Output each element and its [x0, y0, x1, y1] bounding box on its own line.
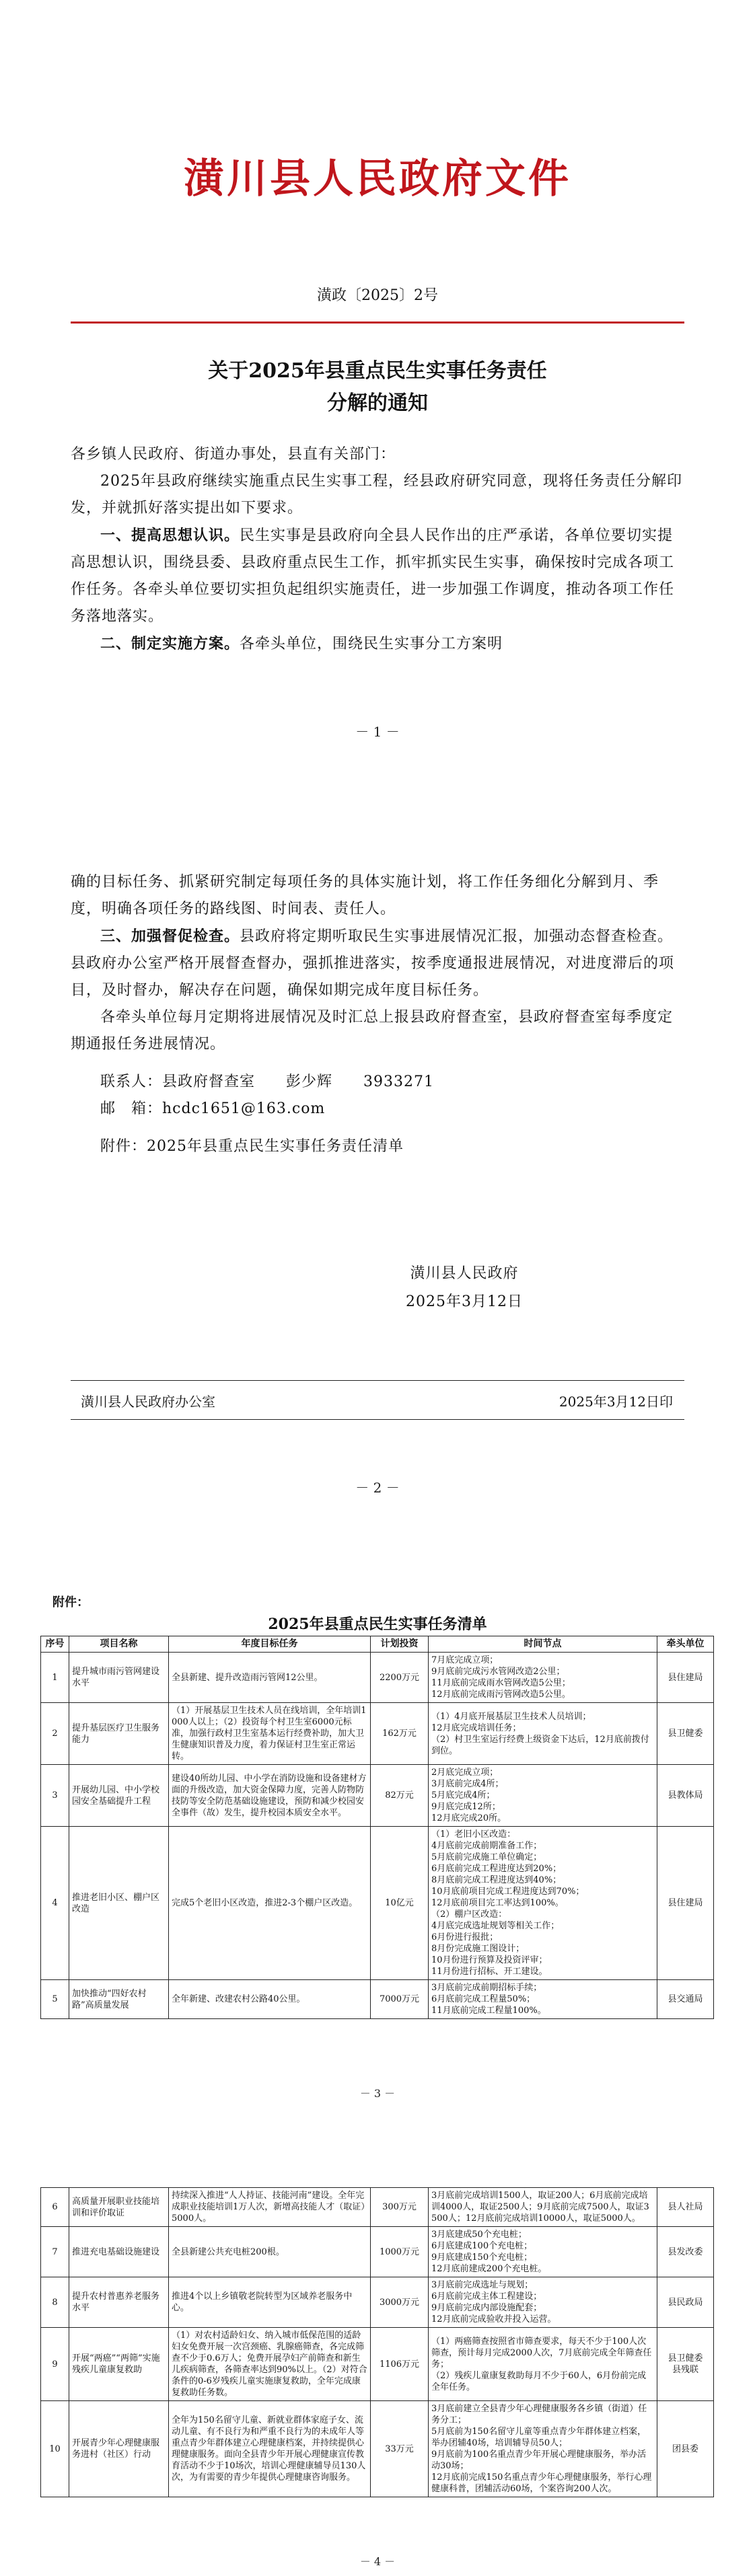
section-2-body-continued: 确的目标任务、抓紧研究制定每项任务的具体实施计划，将工作任务细化分解到月、季度，明确各项任务的路线图、时间表、责任人。	[71, 874, 659, 917]
cell-lead-unit: 县住建局	[657, 1653, 714, 1703]
cell-project-name: 加快推动“四好农村路”高质量发展	[69, 1980, 169, 2019]
table-header-row	[41, 1636, 714, 1653]
table-row	[41, 2328, 714, 2401]
cell-lead-unit: 县人社局	[657, 2188, 714, 2227]
cell-annual-goal: （1）对农村适龄妇女、纳入城市低保范围的适龄妇女免费开展一次宫颈癌、乳腺癌筛查，各完成筛查不少于0.6万人；免费开展孕妇产前筛查和新生儿疾病筛查，各筛查率达到90%以上。（2）对符合条件的0-6岁残疾儿童实施康复救助，全年完成康复救助任务数。	[169, 2328, 371, 2401]
cell-timeline: 3月底前完成选址与规划； 6月底前完成主体工程建设； 9月底前完成内部设施配套； 12月底前完成验收并投入运营。	[429, 2277, 657, 2328]
cell-number: 9	[41, 2328, 69, 2401]
footer-top-rule	[71, 1380, 684, 1381]
cell-number: 8	[41, 2277, 69, 2328]
document-header-title: 潢川县人民政府文件	[184, 155, 571, 202]
cell-timeline: 3月底前建立全县青少年心理健康服务各乡镇（街道）任务分工； 5月底前为150名留守儿童等重点青少年群体建立档案，举办团辅40场，培训辅导员50人； 9月底前为100名重点青少年开展心理健康服务，举办活动30场； 12月底前完成150名重点青少年心理健康服务，举行心理健康科普，团辅活动60场，个案咨询200人次。	[429, 2401, 657, 2497]
section-3-heading: 三、加强督促检查。	[100, 927, 240, 945]
cell-planned-investment: 10亿元	[371, 1827, 429, 1980]
letter-body-page1	[71, 441, 684, 658]
cell-timeline: 3月底前完成培训1500人，取证200人；6月底前完成培训4000人，取证2500人；9月底前完成7500人，取证3500人；12月底前完成培训10000人，取证5000人。	[429, 2188, 657, 2227]
cell-planned-investment: 3000万元	[371, 2277, 429, 2328]
cell-planned-investment: 33万元	[371, 2401, 429, 2497]
page-number-2: － 2 －	[355, 1480, 400, 1496]
notice-title-line1: 关于2025年县重点民生实事任务责任	[208, 359, 547, 383]
table-row	[41, 1827, 714, 1980]
header-invest: 计划投资	[371, 1636, 429, 1653]
table-body-page4	[41, 2188, 714, 2497]
notice-title	[71, 355, 684, 420]
section-3-body: 县政府将定期听取民生实事进展情况汇报，加强动态督查检查。县政府办公室严格开展督查督办，强抓推进落实，按季度通报进展情况，对进度滞后的项目，及时督办，解决存在问题，确保如期完成年度目标任务。	[71, 928, 675, 999]
table-row	[41, 1653, 714, 1703]
table-row	[41, 2401, 714, 2497]
footer-bottom-rule	[71, 1419, 684, 1420]
cell-timeline: （1）4月底开展基层卫生技术人员培训； 12月底完成培训任务； （2）村卫生室运行经费上级资金下达后，12月底前拨付到位。	[429, 1703, 657, 1765]
attachment-line: 附件：2025年县重点民生实事任务责任清单	[100, 1138, 404, 1155]
table-body-page3	[41, 1653, 714, 2019]
letter-body-page2	[71, 869, 684, 1160]
cell-project-name: 开展“两癌”“两筛”实施残疾儿童康复救助	[69, 2328, 169, 2401]
cell-annual-goal: 全年为150名留守儿童、新就业群体家庭子女、流动儿童、有不良行为和严重不良行为的未成年人等重点青少年群体建立心理健康档案，并持续提供心理健康服务。面向全县青少年开展心理健康宣传教育活动不少于10场次，培训心理健康辅导员130人次，为有需要的青少年提供心理健康咨询服务。	[169, 2401, 371, 2497]
notice-title-line2: 分解的通知	[327, 391, 428, 415]
table-row	[41, 2277, 714, 2328]
header-name: 项目名称	[69, 1636, 169, 1653]
cell-planned-investment: 7000万元	[371, 1980, 429, 2019]
salutation: 各乡镇人民政府、街道办事处，县直有关部门：	[71, 446, 396, 463]
issue-date: 2025年3月12日	[406, 1293, 523, 1310]
cell-planned-investment: 1106万元	[371, 2328, 429, 2401]
cell-project-name: 开展青少年心理健康服务进村（社区）行动	[69, 2401, 169, 2497]
footer-print-date: 2025年3月12日印	[559, 1394, 673, 1410]
intro-text: 2025年县政府继续实施重点民生实事工程，经县政府研究同意，现将任务责任分解印发，并就抓好落实提出如下要求。	[71, 473, 682, 517]
section-1-body: 民生实事是县政府向全县人民作出的庄严承诺，各单位要切实提高思想认识，围绕县委、县政府重点民生工作，抓牢抓实民生实事，确保按时完成各项工作任务。各牵头单位要切实担负起组织实施责任，进一步加强工作调度，推动各项工作任务落地落实。	[71, 527, 675, 625]
cell-number: 6	[41, 2188, 69, 2227]
section-3-paragraph	[71, 923, 684, 1004]
header-red-divider	[71, 321, 684, 324]
section-2-body-start: 各牵头单位，围绕民生实事分工方案明	[240, 636, 503, 652]
cell-number: 3	[41, 1765, 69, 1827]
cell-number: 5	[41, 1980, 69, 2019]
table-row	[41, 2227, 714, 2277]
cell-project-name: 高质量开展职业技能培训和评价取证	[69, 2188, 169, 2227]
task-table-page4	[40, 2187, 714, 2497]
cell-timeline: 3月底建成50个充电桩； 6月底建成100个充电桩； 9月底建成150个充电桩； 12月底前建成200个充电桩。	[429, 2227, 657, 2277]
cell-lead-unit: 县教体局	[657, 1765, 714, 1827]
cell-project-name: 推进老旧小区、棚户区改造	[69, 1827, 169, 1980]
cell-annual-goal: 推进4个以上乡镇敬老院转型为区域养老服务中心。	[169, 2277, 371, 2328]
cell-lead-unit: 县卫健委 县残联	[657, 2328, 714, 2401]
section-2-paragraph-start	[71, 630, 684, 658]
cell-annual-goal: 完成5个老旧小区改造，推进2-3个棚户区改造。	[169, 1827, 371, 1980]
cell-timeline: 7月底完成立项； 9月底前完成污水管网改造2公里； 11月底前完成雨水管网改造5公里； 12月底前完成雨污管网改造5公里。	[429, 1653, 657, 1703]
cell-number: 10	[41, 2401, 69, 2497]
cell-planned-investment: 2200万元	[371, 1653, 429, 1703]
cell-timeline: （1）两癌筛查按照省市筛查要求，每天不少于100人次筛查，预计每月完成2000人次，7月底前完成全年筛查任务； （2）残疾儿童康复救助每月不少于60人，6月份前完成全年任务。	[429, 2328, 657, 2401]
report-paragraph: 各牵头单位每月定期将进展情况及时汇总上报县政府督查室，县政府督查室每季度定期通报任务进展情况。	[71, 1009, 674, 1053]
header-goal: 年度目标任务	[169, 1636, 371, 1653]
cell-number: 4	[41, 1827, 69, 1980]
annex-title: 2025年县重点民生实事任务清单	[268, 1616, 487, 1633]
cell-number: 2	[41, 1703, 69, 1765]
cell-lead-unit: 县民政局	[657, 2277, 714, 2328]
cell-annual-goal: 全县新建公共充电桩200根。	[169, 2227, 371, 2277]
page-number-3: － 3 －	[359, 2087, 396, 2100]
page-number-1: － 1 －	[355, 724, 400, 740]
cell-planned-investment: 82万元	[371, 1765, 429, 1827]
cell-annual-goal: 建设40所幼儿园、中小学在消防设施和设备建材方面的升级改造，加大资金保障力度，完善人防物防技防等安全防范基础设施建设，预防和减少校园安全事件（故）发生，提升校园本质安全水平。	[169, 1765, 371, 1827]
cell-project-name: 提升基层医疗卫生服务能力	[69, 1703, 169, 1765]
cell-timeline: 3月底前完成前期招标手续； 6月底前完成工程量50%； 11月底前完成工程量100%。	[429, 1980, 657, 2019]
cell-timeline: （1）老旧小区改造： 4月底前完成前期准备工作； 5月底前完成施工单位确定； 6月底前完成工程进度达到20%； 8月底前完成工程进度达到40%； 10月底前项目完成工程进度达到70%； 12月底前项目完工率达到100%。 （2）棚户区改造： 4月底完成选址规划等相关工作； 6月份进行报批； 8月份完成施工图设计； 10月份进行预算及投资评审； 11月份进行招标、开工建设。	[429, 1827, 657, 1980]
cell-annual-goal: 持续深入推进“人人持证、技能河南”建设。全年完成职业技能培训1万人次，新增高技能人才（取证）5000人。	[169, 2188, 371, 2227]
table-row	[41, 1980, 714, 2019]
annex-label: 附件：	[52, 1595, 89, 1609]
section-2-heading: 二、制定实施方案。	[100, 635, 240, 652]
section-1-heading: 一、提高思想认识。	[100, 527, 240, 544]
document-number: 潢政〔2025〕2号	[317, 287, 438, 304]
table-row	[41, 2188, 714, 2227]
cell-planned-investment: 300万元	[371, 2188, 429, 2227]
cell-project-name: 提升城市雨污管网建设水平	[69, 1653, 169, 1703]
contact-line: 联系人：县政府督查室 彭少辉 3933271	[100, 1073, 434, 1090]
task-table-page3	[40, 1636, 714, 2019]
cell-lead-unit: 团县委	[657, 2401, 714, 2497]
cell-number: 7	[41, 2227, 69, 2277]
cell-lead-unit: 县发改委	[657, 2227, 714, 2277]
cell-annual-goal: 全年新建、改建农村公路40公里。	[169, 1980, 371, 2019]
cell-project-name: 提升农村普惠养老服务水平	[69, 2277, 169, 2328]
table-row	[41, 1703, 714, 1765]
cell-timeline: 2月底完成立项； 3月底前完成4所； 5月底完成4所； 9月底完成12所； 12月底完成20所。	[429, 1765, 657, 1827]
issuer-signature: 潢川县人民政府	[410, 1265, 519, 1282]
cell-lead-unit: 县交通局	[657, 1980, 714, 2019]
email-line: 邮 箱：hcdc1651@163.com	[100, 1100, 326, 1117]
cell-lead-unit: 县住建局	[657, 1827, 714, 1980]
cell-annual-goal: （1）开展基层卫生技术人员在线培训，全年培训1000人以上；（2）投资每个村卫生室6000元标准，加强行政村卫生室基本运行经费补助，加大卫生健康知识普及力度，着力保证村卫生室正常运转。	[169, 1703, 371, 1765]
cell-planned-investment: 162万元	[371, 1703, 429, 1765]
cell-planned-investment: 1000万元	[371, 2227, 429, 2277]
table-row	[41, 1765, 714, 1827]
page-number-4: － 4 －	[359, 2555, 396, 2568]
cell-annual-goal: 全县新建、提升改造雨污管网12公里。	[169, 1653, 371, 1703]
intro-paragraph	[71, 468, 684, 522]
cell-number: 1	[41, 1653, 69, 1703]
cell-lead-unit: 县卫健委	[657, 1703, 714, 1765]
cell-project-name: 开展幼儿园、中小学校园安全基础提升工程	[69, 1765, 169, 1827]
section-1-paragraph	[71, 522, 684, 630]
footer-office: 潢川县人民政府办公室	[81, 1394, 215, 1410]
cell-project-name: 推进充电基础设施建设	[69, 2227, 169, 2277]
header-no: 序号	[41, 1636, 69, 1653]
header-timeline: 时间节点	[429, 1636, 657, 1653]
header-lead: 牵头单位	[657, 1636, 714, 1653]
